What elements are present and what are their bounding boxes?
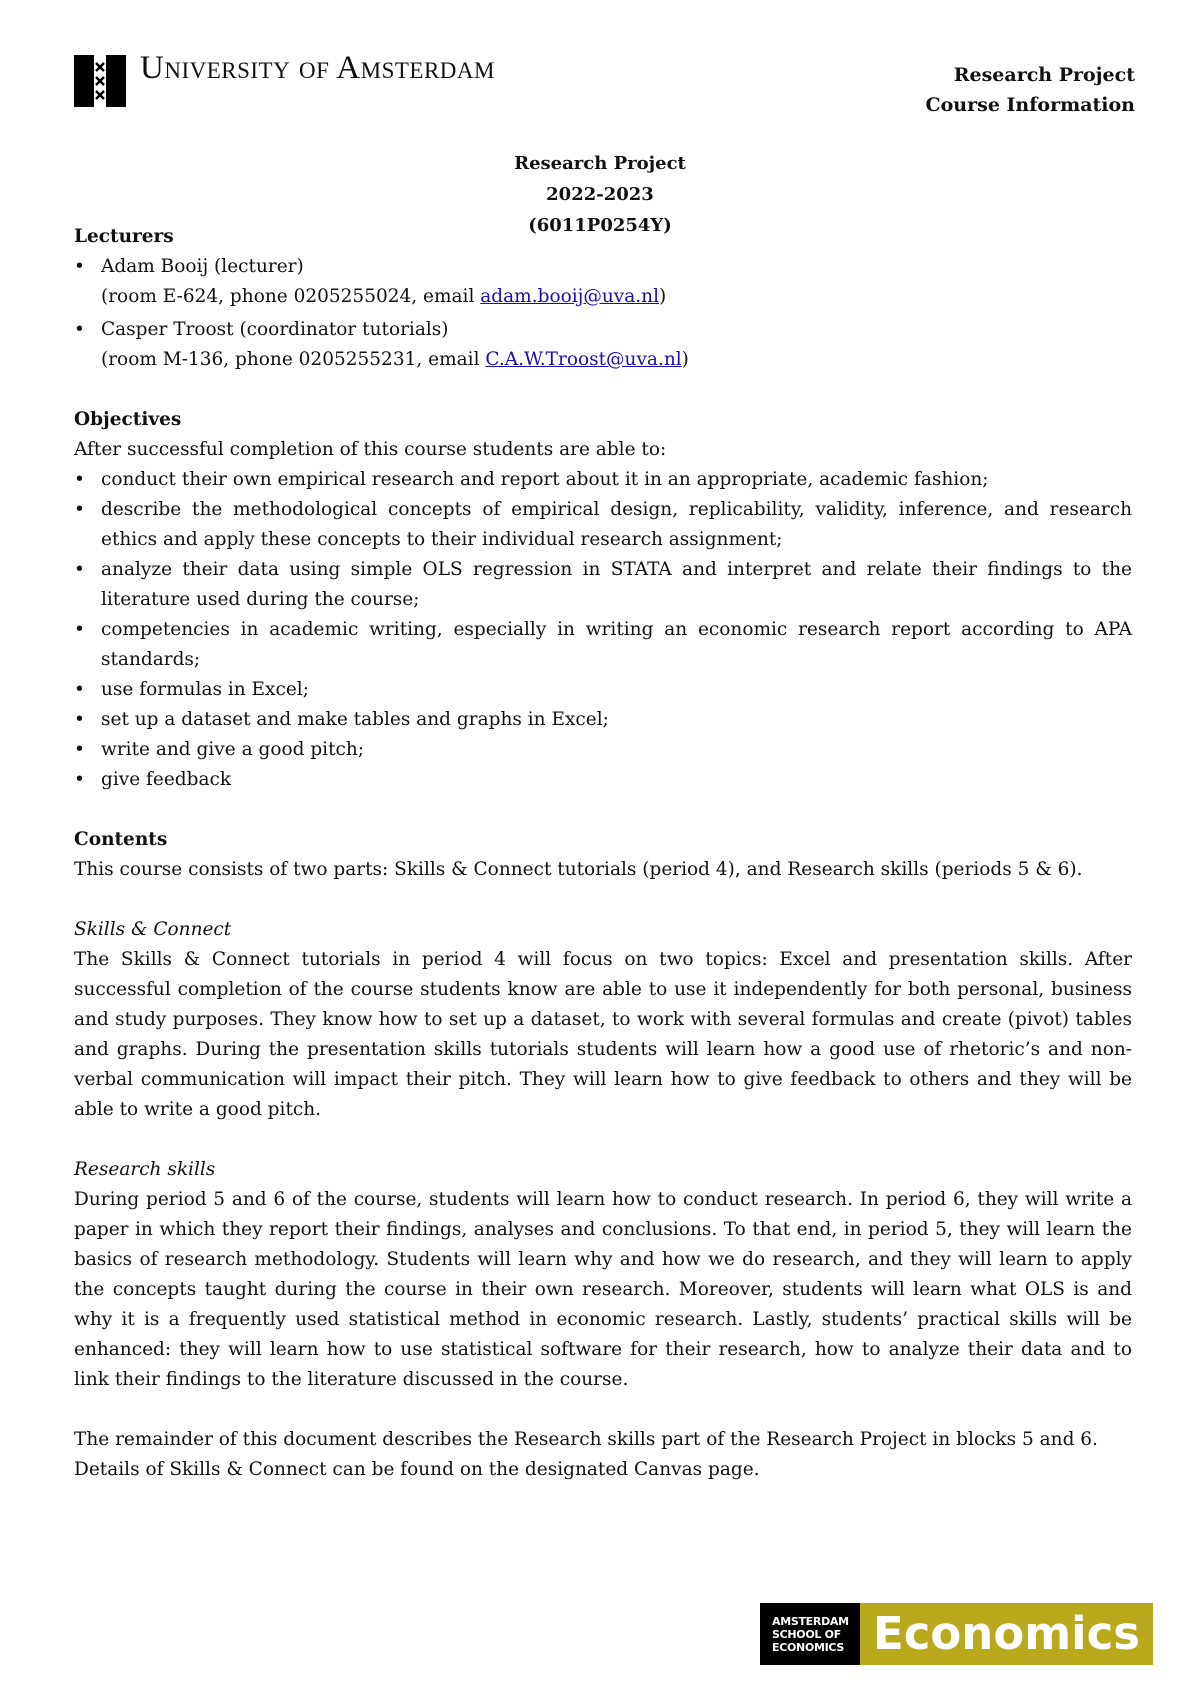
spacer (74, 1125, 1132, 1155)
objectives-intro: After successful completion of this course students are able to: (74, 439, 667, 460)
lecturer-name: Adam Booij (lecturer) (101, 256, 304, 277)
contents-intro: This course consists of two parts: Skills & Connect tutorials (period 4), and Research skills (periods 5 & 6). (74, 859, 1083, 880)
lecturer-contact (74, 282, 1132, 312)
objective-item: • describe the methodological concepts of empirical design, replicability, validity, inference, and research ethics and apply these concepts to their individual research assignment; (74, 495, 1132, 555)
document-body (74, 222, 1132, 1485)
document-label (926, 60, 1135, 120)
ase-logo-line: AMSTERDAM (772, 1614, 849, 1628)
spacer (74, 1395, 1132, 1425)
objectives-list (74, 465, 1132, 795)
lecturer-email-link[interactable]: adam.booij@uva.nl (480, 286, 659, 307)
objectives-heading: Objectives (74, 409, 182, 430)
lecturer-item (74, 315, 1132, 345)
lecturers-heading: Lecturers (74, 226, 174, 247)
lecturer-contact-close: ) (681, 349, 689, 370)
skills-connect-text: The Skills & Connect tutorials in period 4 will focus on two topics: Excel and presentation skills. After successful completion of the course students know are able to use it independently for both personal, business and study purposes. They know how to set up a dataset, to work with several formulas and create (pivot) tables and graphs. During the presentation skills tutorials students will learn how a good use of rhetoric’s and non-verbal communication will impact their pitch. They will learn how to give feedback to others and they will be able to write a good pitch. (74, 949, 1132, 1120)
lecturer-email-link[interactable]: C.A.W.Troost@uva.nl (485, 349, 682, 370)
objective-item: • conduct their own empirical research and report about it in an appropriate, academic fashion; (74, 465, 1132, 495)
lecturers-list-2 (74, 315, 1132, 345)
spacer (74, 795, 1132, 825)
remainder-text-line2: Details of Skills & Connect can be found on the designated Canvas page. (74, 1459, 760, 1480)
course-year: 2022-2023 (546, 184, 654, 205)
document-label-course: Research Project (953, 64, 1135, 86)
research-skills-text: During period 5 and 6 of the course, students will learn how to conduct research. In period 6, they will write a paper in which they report their findings, analyses and conclusions. To that end, in period 5, they will learn the basics of research methodology. Students will learn why and how we do research, and they will learn to apply the concepts taught during the course in their own research. Moreover, students will learn what OLS is and why it is a frequently used statistical method in economic research. Lastly, students’ practical skills will be enhanced: they will learn how to use statistical software for their research, how to analyze their data and to link their findings to the literature discussed in the course. (74, 1189, 1132, 1390)
university-name: University of Amsterdam (140, 50, 495, 86)
skills-connect-heading: Skills & Connect (74, 919, 232, 940)
objective-item: • analyze their data using simple OLS regression in STATA and interpret and relate their findings to the literature used during the course; (74, 555, 1132, 615)
objective-item: • set up a dataset and make tables and graphs in Excel; (74, 705, 1132, 735)
spacer (74, 375, 1132, 405)
ase-logo-line: SCHOOL OF (772, 1627, 841, 1641)
document-label-type: Course Information (925, 94, 1135, 116)
uva-logo-icon (74, 55, 126, 107)
remainder-text-line1: The remainder of this document describes the Research skills part of the Research Project in blocks 5 and 6. (74, 1429, 1098, 1450)
objective-item: • give feedback (74, 765, 1132, 795)
lecturer-item (74, 252, 1132, 282)
lecturers-list (74, 252, 1132, 282)
amsterdam-school-of-economics-logo (760, 1603, 860, 1665)
lecturer-contact-text: (room M-136, phone 0205255231, email (101, 349, 486, 370)
lecturer-contact-text: (room E-624, phone 0205255024, email (101, 286, 481, 307)
course-code: (6011P0254Y) (528, 215, 672, 236)
research-skills-heading: Research skills (74, 1159, 216, 1180)
lecturer-contact (74, 345, 1132, 375)
objective-item: • competencies in academic writing, especially in writing an economic research report according to APA standards; (74, 615, 1132, 675)
lecturer-name: Casper Troost (coordinator tutorials) (101, 319, 449, 340)
spacer (74, 885, 1132, 915)
lecturer-contact-close: ) (659, 286, 667, 307)
economics-logo: Economics (860, 1603, 1153, 1665)
contents-heading: Contents (74, 829, 168, 850)
objective-item: • write and give a good pitch; (74, 735, 1132, 765)
objective-item: • use formulas in Excel; (74, 675, 1132, 705)
ase-logo-line: ECONOMICS (772, 1640, 845, 1654)
course-title: Research Project (514, 153, 686, 174)
